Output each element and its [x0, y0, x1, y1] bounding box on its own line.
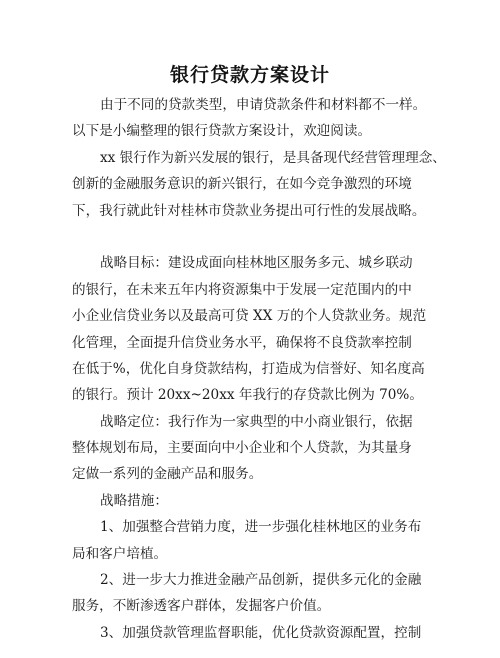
paragraph-line: 战略定位：我行作为一家典型的中小商业银行，依据: [100, 413, 413, 430]
paragraph-line: 局和客户培植。: [72, 545, 168, 562]
paragraph-line: xx 银行作为新兴发展的银行，是具备现代经营管理理念、: [100, 149, 446, 166]
paragraph-line: 定做一系列的金融产品和服务。: [72, 466, 263, 483]
document-body: [72, 92, 446, 646]
paragraph-line: 的银行，在未来五年内将资源集中于发展一定范围内的中: [72, 281, 412, 298]
section-heading: 战略措施：: [100, 492, 168, 509]
paragraph-line: 战略目标：建设成面向桂林地区服务多元、城乡联动: [100, 255, 413, 272]
paragraph-line: 在低于%，优化自身贷款结构，打造成为信誉好、知名度高: [72, 360, 425, 377]
paragraph-line: 小企业信贷业务以及最高可贷 XX 万的个人贷款业务。规范: [72, 308, 427, 325]
document-title: 银行贷款方案设计: [169, 64, 330, 86]
paragraph-line: 3、加强贷款管理监督职能，优化贷款资源配置，控制: [100, 624, 422, 641]
paragraph-line: 的银行。预计 20xx~20xx 年我行的存贷款比例为 70%。: [72, 387, 423, 404]
paragraph-line: 创新的金融服务意识的新兴银行，在如今竞争激烈的环境: [72, 176, 412, 193]
blank-line: [72, 224, 430, 250]
paragraph-line: 2、进一步大力推进金融产品创新，提供多元化的金融: [100, 572, 422, 589]
paragraph-line: 整体规划布局，主要面向中小企业和个人贷款，为其量身: [72, 440, 412, 457]
paragraph-line: 化管理，全面提升信贷业务水平，确保将不良贷款率控制: [72, 334, 412, 351]
paragraph-line: 服务，不断渗透客户群体，发掘客户价值。: [72, 598, 331, 615]
paragraph-line: 下，我行就此针对桂林市贷款业务提出可行性的发展战略。: [72, 202, 426, 219]
paragraph-line: 由于不同的贷款类型，申请贷款条件和材料都不一样。: [100, 97, 427, 113]
paragraph-line: 以下是小编整理的银行贷款方案设计，欢迎阅读。: [72, 123, 372, 140]
paragraph-line: 1、加强整合营销力度，进一步强化桂林地区的业务布: [100, 519, 422, 536]
